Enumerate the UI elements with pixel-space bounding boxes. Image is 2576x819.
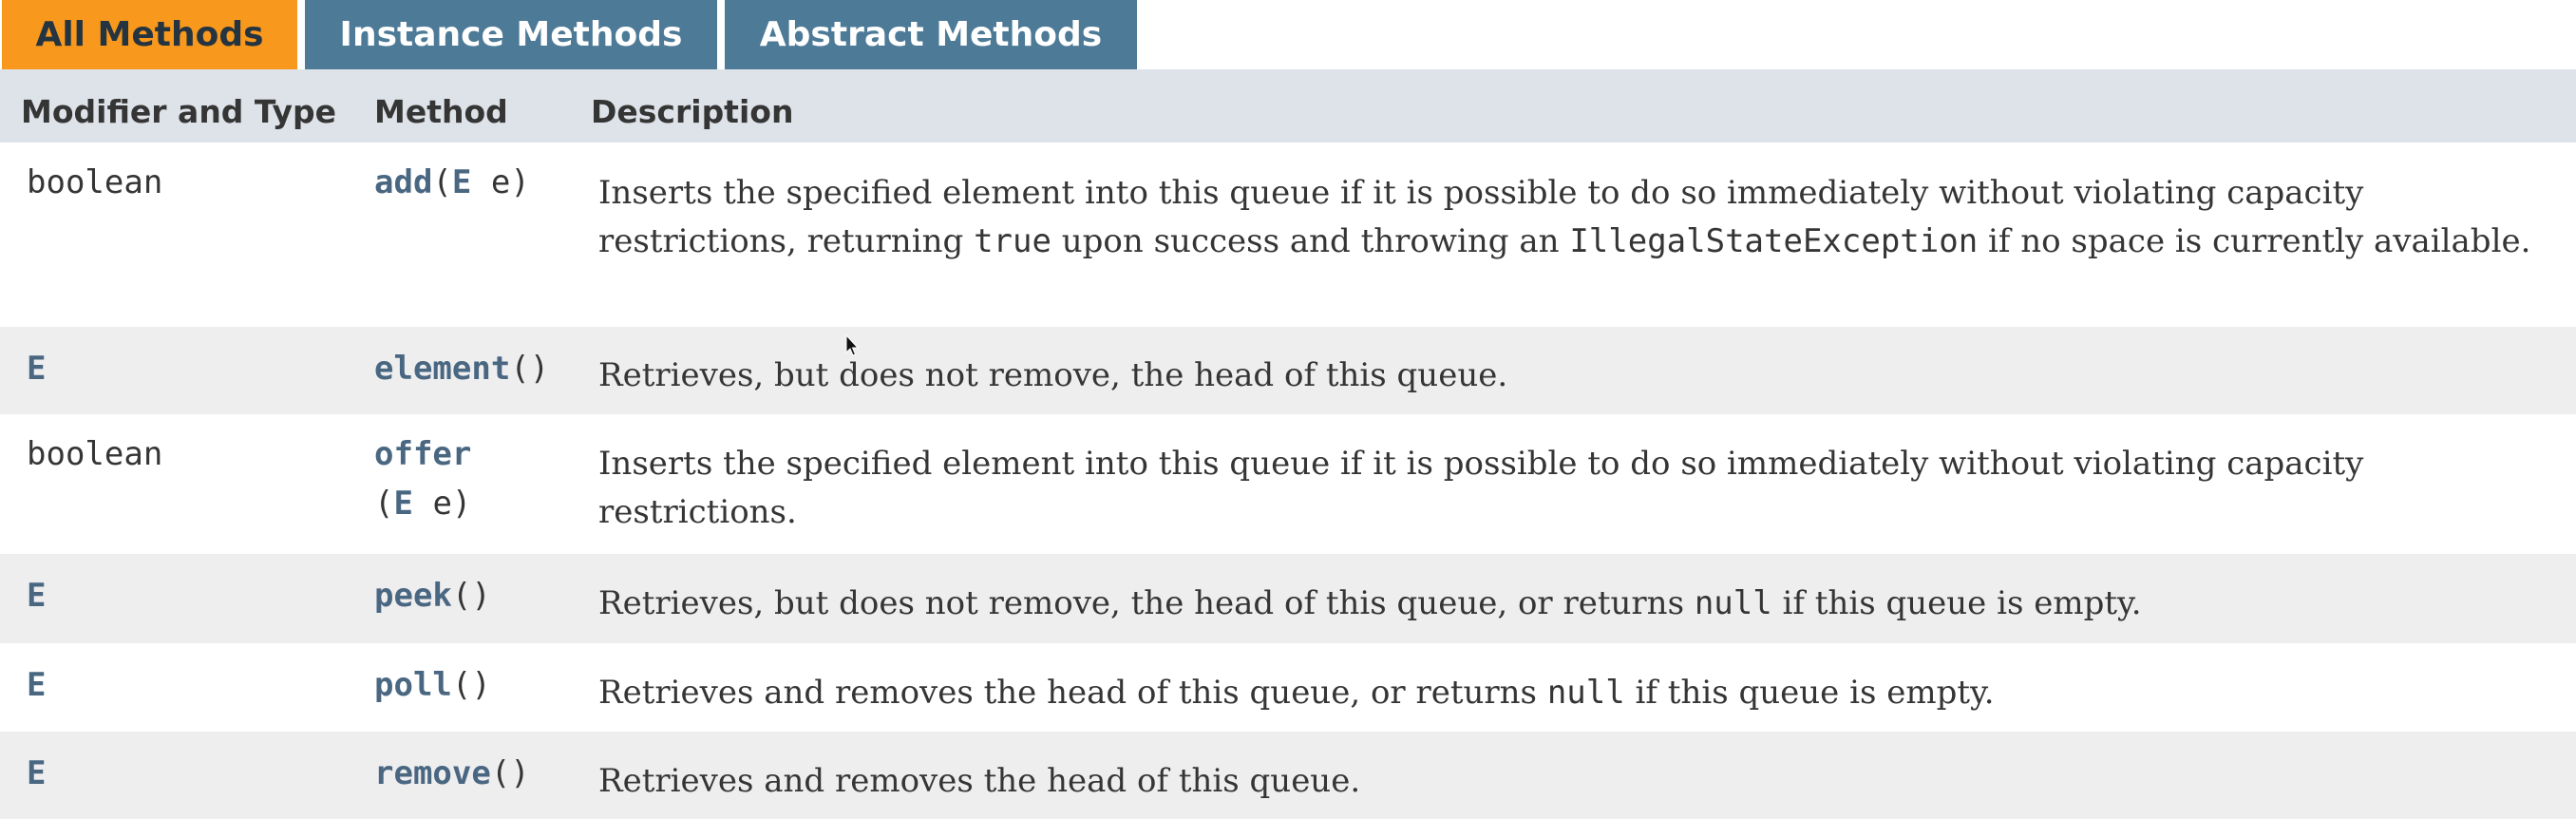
param-type-link[interactable]: E: [451, 163, 472, 201]
description-text: Inserts the specified element into this queue if it is possible to do so immediately without violating capacity restrictions, returning: [598, 174, 2364, 260]
method-open-paren: (: [374, 485, 394, 523]
return-type-link[interactable]: E: [27, 754, 47, 792]
method-link-element[interactable]: element: [374, 350, 511, 388]
table-row: [0, 554, 2576, 643]
return-type: boolean: [27, 435, 163, 473]
method-description: [598, 669, 2536, 717]
description-text: Retrieves, but does not remove, the head of this queue, or returns: [598, 584, 1695, 622]
table-row: [0, 327, 2576, 414]
method-description: [598, 169, 2536, 266]
tab-all-methods[interactable]: All Methods: [2, 0, 297, 69]
method-link-remove[interactable]: remove: [374, 754, 491, 792]
method-parens: (): [490, 754, 530, 792]
param-name: e: [471, 163, 511, 201]
method-link-poll[interactable]: poll: [374, 666, 452, 704]
header-method: Method: [374, 93, 508, 130]
method-signature: [374, 571, 491, 620]
method-link-add[interactable]: add: [374, 163, 433, 201]
tab-instance-methods[interactable]: Instance Methods: [305, 0, 717, 69]
description-code: null: [1694, 584, 1772, 622]
return-type-link[interactable]: E: [27, 577, 47, 615]
description-text: Retrieves and removes the head of this queue, or returns: [598, 674, 1547, 712]
method-signature: [374, 158, 530, 207]
method-signature: [374, 429, 471, 528]
return-type: boolean: [27, 163, 163, 201]
method-open-paren: (: [432, 163, 452, 201]
table-row: [0, 143, 2576, 327]
method-close-paren: ): [451, 485, 472, 523]
return-type-link[interactable]: E: [27, 350, 47, 388]
table-row: [0, 732, 2576, 819]
description-code: null: [1546, 674, 1625, 712]
header-description: Description: [591, 93, 794, 130]
return-type-link[interactable]: E: [27, 666, 47, 704]
method-signature: [374, 660, 491, 710]
method-signature: [374, 749, 530, 798]
method-description: Retrieves, but does not remove, the head of this queue.: [598, 356, 1508, 394]
method-parens: (): [451, 577, 491, 615]
header-modifier-and-type: Modifier and Type: [21, 93, 337, 130]
table-row: [0, 643, 2576, 732]
method-description: Inserts the specified element into this queue if it is possible to do so immediately without violating capacity restrictions.: [598, 445, 2364, 531]
method-tabs: [0, 0, 2576, 69]
method-link-offer[interactable]: offer: [374, 435, 472, 473]
description-code: true: [974, 222, 1051, 260]
method-parens: (): [451, 666, 491, 704]
description-text: if this queue is empty.: [1624, 674, 1995, 712]
table-header: [0, 69, 2576, 143]
param-type-link[interactable]: E: [393, 485, 413, 523]
description-text: if no space is currently available.: [1978, 222, 2531, 260]
tab-abstract-methods[interactable]: Abstract Methods: [725, 0, 1137, 69]
mouse-pointer-icon: [845, 334, 859, 357]
method-description: Retrieves and removes the head of this queue.: [598, 762, 1361, 800]
table-row: [0, 414, 2576, 554]
description-text: if this queue is empty.: [1771, 584, 2142, 622]
method-close-paren: ): [510, 163, 530, 201]
method-link-peek[interactable]: peek: [374, 577, 452, 615]
description-code: IllegalStateException: [1569, 222, 1979, 260]
method-signature: [374, 344, 549, 393]
method-parens: (): [510, 350, 550, 388]
param-name: e: [412, 485, 452, 523]
description-text: upon success and throwing an: [1051, 222, 1570, 260]
method-description: [598, 580, 2536, 628]
